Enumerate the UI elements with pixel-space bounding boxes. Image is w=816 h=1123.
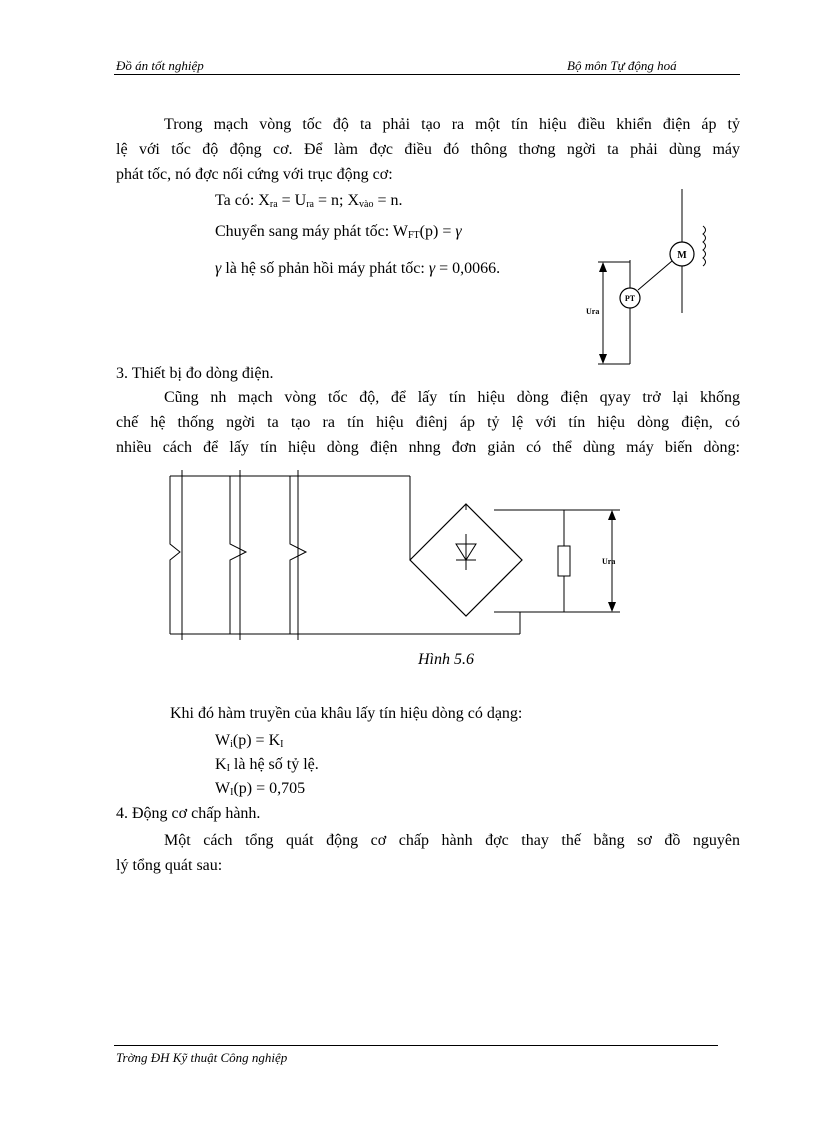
header-right: Bộ môn Tự động hoá	[567, 58, 677, 73]
formula-wi-a: W	[215, 732, 231, 749]
eq1-sub-a: ra	[269, 199, 278, 210]
intro-line-3: phát tốc, nó đợc nối cứng với trục động cơ:	[116, 166, 393, 183]
formula-ki-sub: I	[226, 763, 230, 774]
current-transformer-circuit	[160, 464, 640, 644]
formula-wi-b: (p) = K	[232, 732, 281, 749]
section-4-line-2: lý tổng quát sau:	[116, 857, 223, 874]
eq3-gamma-2: γ	[428, 260, 436, 277]
header-rule	[114, 74, 740, 75]
eq1-part-c: = n; X	[314, 192, 360, 209]
eq2-part-b: (p) =	[419, 223, 456, 240]
formula-wi	[215, 731, 283, 751]
footer-rule	[114, 1045, 718, 1046]
eq1-sub-c: vào	[359, 199, 374, 210]
header-left: Đồ án tốt nghiệp	[116, 58, 204, 73]
formula-ki-b: là hệ số tỷ lệ.	[229, 756, 319, 773]
eq1-part-a: Ta có: X	[215, 192, 270, 209]
tacho-label: PT	[624, 294, 636, 303]
equation-2	[215, 222, 462, 242]
formula-wv-a: W	[215, 780, 231, 797]
intro-paragraph	[116, 112, 740, 187]
section-4-paragraph	[116, 828, 740, 878]
section-4-line-1: Một cách tổng quát động cơ chấp hành đợc thay thế bằng sơ đồ nguyên	[164, 832, 740, 849]
motor-label: M	[677, 250, 687, 261]
intro-line-2: lệ với tốc độ động cơ. Để làm đợc điều đó thông thơng ngời ta phải dùng máy	[116, 141, 740, 158]
formula-wi-value	[215, 779, 305, 799]
eq2-gamma: γ	[455, 223, 462, 240]
eq2-sub-a: FT	[408, 230, 420, 241]
eq2-part-a: Chuyển sang máy phát tốc: W	[215, 223, 408, 240]
figure-caption: Hình 5.6	[418, 651, 474, 668]
eq1-sub-b: ra	[306, 199, 314, 210]
voltage-label: Ura	[586, 307, 600, 316]
ct-winding-2	[230, 476, 246, 634]
formula-ki-a: K	[215, 756, 227, 773]
equation-3	[215, 259, 500, 279]
resistor-icon	[558, 546, 570, 576]
eq1-part-b: = U	[277, 192, 307, 209]
eq3-gamma: γ	[215, 260, 222, 277]
formula-wv-b: (p) = 0,705	[233, 780, 306, 797]
ct-winding-1	[170, 476, 180, 634]
section-4-title: 4. Động cơ chấp hành.	[116, 805, 261, 822]
coupling-line	[638, 261, 672, 290]
formula-wi-sub: i	[230, 739, 233, 750]
eq1-part-d: = n.	[373, 192, 403, 209]
eq3-part-b: = 0,0066.	[435, 260, 501, 277]
formula-ki	[215, 755, 319, 775]
output-arrow-bottom	[608, 602, 616, 612]
output-arrow-top	[608, 510, 616, 520]
transfer-function-intro: Khi đó hàm truyền của khâu lấy tín hiệu dòng có dạng:	[170, 705, 523, 722]
formula-wi-sub2: I	[280, 739, 284, 750]
formula-wv-sub: I	[230, 787, 234, 798]
intro-line-1: Trong mạch vòng tốc độ ta phải tạo ra một tín hiệu điều khiển điện áp tỷ	[164, 116, 740, 133]
footer-text: Trờng ĐH Kỹ thuật Công nghiệp	[116, 1050, 288, 1065]
section-3-line-2: chế hệ thống ngời ta tạo ra tín hiệu điênj áp tỷ lệ với tín hiệu dòng điện, có	[116, 414, 740, 431]
output-voltage-label: Ura	[602, 557, 616, 566]
section-3-title: 3. Thiết bị đo dòng điện.	[116, 365, 274, 382]
eq3-part-a: là hệ số phản hồi máy phát tốc:	[221, 260, 429, 277]
voltage-arrow-top	[599, 262, 607, 272]
field-winding	[703, 226, 706, 266]
section-3-line-3: nhiều cách để lấy tín hiệu dòng điện nhng đơn giản có thể dùng máy biến dòng:	[116, 439, 740, 456]
equation-1	[215, 191, 403, 211]
voltage-arrow-bottom	[599, 354, 607, 364]
tachogenerator-diagram	[580, 186, 730, 370]
section-3-line-1: Cũng nh mạch vòng tốc độ, để lấy tín hiệu dòng điện qyay trở lại khống	[164, 389, 740, 406]
section-3-paragraph	[116, 385, 740, 460]
